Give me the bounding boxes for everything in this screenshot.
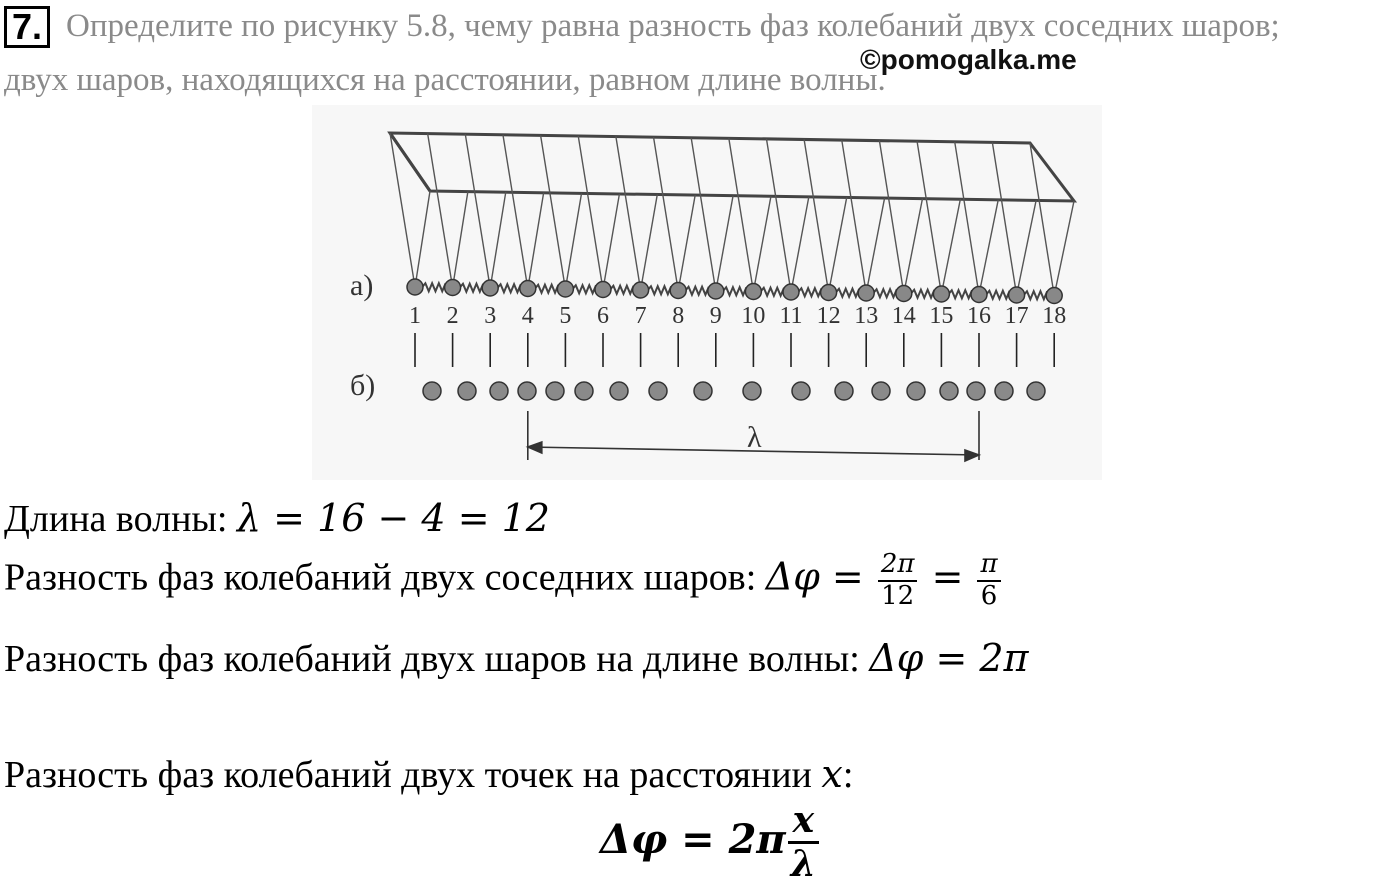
ball-a bbox=[633, 282, 649, 298]
wave-figure-svg bbox=[312, 105, 1102, 480]
formula-numerator: x bbox=[788, 800, 819, 844]
lambda-label: λ bbox=[747, 421, 762, 454]
ball-a bbox=[520, 281, 536, 297]
task-text-line-2: двух шаров, находящихся на расстоянии, равном длине волны. bbox=[4, 62, 886, 98]
ball-b bbox=[872, 382, 890, 400]
ball-b bbox=[940, 382, 958, 400]
wavelength-line bbox=[4, 496, 550, 541]
ball-b bbox=[1027, 382, 1045, 400]
fraction-pi-6 bbox=[977, 550, 1000, 612]
ball-a bbox=[708, 283, 724, 299]
ball-b bbox=[458, 382, 476, 400]
ball-number: 17 bbox=[1004, 303, 1029, 329]
ball-number: 7 bbox=[634, 303, 647, 329]
row-a-label: а) bbox=[350, 269, 374, 302]
phase-formula bbox=[600, 800, 820, 895]
ball-number: 12 bbox=[816, 303, 841, 329]
ball-number: 11 bbox=[779, 303, 803, 329]
fraction-numerator: 2π bbox=[878, 550, 918, 582]
ball-a bbox=[1009, 287, 1025, 303]
ball-b bbox=[995, 382, 1013, 400]
ball-a bbox=[971, 287, 987, 303]
distance-line bbox=[4, 752, 853, 797]
ball-b bbox=[423, 382, 441, 400]
ball-a bbox=[670, 283, 686, 299]
ball-b bbox=[575, 382, 593, 400]
ball-a bbox=[858, 285, 874, 301]
ball-number: 2 bbox=[446, 303, 459, 329]
watermark: ©pomogalka.me bbox=[860, 44, 1077, 75]
ball-a bbox=[783, 284, 799, 300]
wave-figure bbox=[312, 105, 1102, 480]
ball-number: 6 bbox=[597, 303, 609, 329]
ball-number: 9 bbox=[709, 303, 722, 329]
ball-b bbox=[610, 382, 628, 400]
ball-b bbox=[835, 382, 853, 400]
ball-a bbox=[745, 284, 761, 300]
ball-b bbox=[694, 382, 712, 400]
ball-a bbox=[1046, 288, 1062, 304]
ball-a bbox=[557, 281, 573, 297]
ball-number: 18 bbox=[1042, 303, 1067, 329]
ball-number: 14 bbox=[891, 303, 916, 329]
distance-text: Разность фаз колебаний двух точек на расстоянии bbox=[4, 754, 822, 796]
equals-sign: = bbox=[919, 554, 976, 599]
neighbors-lhs: Δφ = bbox=[765, 554, 876, 599]
ball-a bbox=[933, 286, 949, 302]
fraction-denominator: 12 bbox=[881, 580, 915, 611]
ball-number: 3 bbox=[484, 303, 497, 329]
wavelength-phase-line bbox=[4, 636, 1029, 681]
ball-b bbox=[518, 382, 536, 400]
ball-a bbox=[407, 279, 423, 295]
distance-colon: : bbox=[842, 754, 854, 796]
ball-number: 16 bbox=[967, 303, 991, 329]
fraction-2pi-12 bbox=[878, 550, 918, 612]
distance-var: x bbox=[821, 752, 843, 796]
wavelength-phase-math: Δφ = 2π bbox=[869, 636, 1029, 680]
formula-denominator: λ bbox=[790, 843, 816, 886]
ball-number: 8 bbox=[672, 303, 685, 329]
ball-b bbox=[792, 382, 810, 400]
ball-a bbox=[595, 282, 611, 298]
ball-b bbox=[743, 382, 761, 400]
ball-a bbox=[896, 286, 912, 302]
ball-number: 13 bbox=[854, 303, 879, 329]
ball-number: 15 bbox=[929, 303, 954, 329]
task-header bbox=[0, 0, 1400, 110]
wavelength-phase-text: Разность фаз колебаний двух шаров на длине волны: bbox=[4, 638, 870, 680]
ball-b bbox=[907, 382, 925, 400]
formula-lhs: Δφ = 2π bbox=[600, 815, 786, 863]
ball-number: 5 bbox=[559, 303, 572, 329]
wavelength-text: Длина волны: bbox=[4, 498, 237, 540]
ball-a bbox=[821, 285, 837, 301]
fraction-denominator: 6 bbox=[980, 580, 998, 611]
task-number: 7. bbox=[4, 6, 50, 48]
ball-number: 1 bbox=[409, 303, 421, 329]
neighbors-line bbox=[4, 550, 1003, 612]
ball-number: 10 bbox=[741, 303, 766, 329]
fraction-numerator: π bbox=[977, 550, 1000, 582]
ball-b bbox=[490, 382, 508, 400]
task-text-line-1: Определите по рисунку 5.8, чему равна разность фаз колебаний двух соседних шаров; bbox=[66, 8, 1280, 44]
row-b-label: б) bbox=[350, 369, 376, 402]
ball-a bbox=[482, 280, 498, 296]
ball-number: 4 bbox=[521, 303, 534, 329]
ball-a bbox=[445, 280, 461, 296]
wavelength-math: λ = 16 − 4 = 12 bbox=[237, 496, 550, 540]
ball-b bbox=[967, 382, 985, 400]
formula-fraction bbox=[788, 800, 819, 886]
ball-b bbox=[546, 382, 564, 400]
neighbors-text: Разность фаз колебаний двух соседних шаров: bbox=[4, 556, 766, 599]
ball-b bbox=[649, 382, 667, 400]
